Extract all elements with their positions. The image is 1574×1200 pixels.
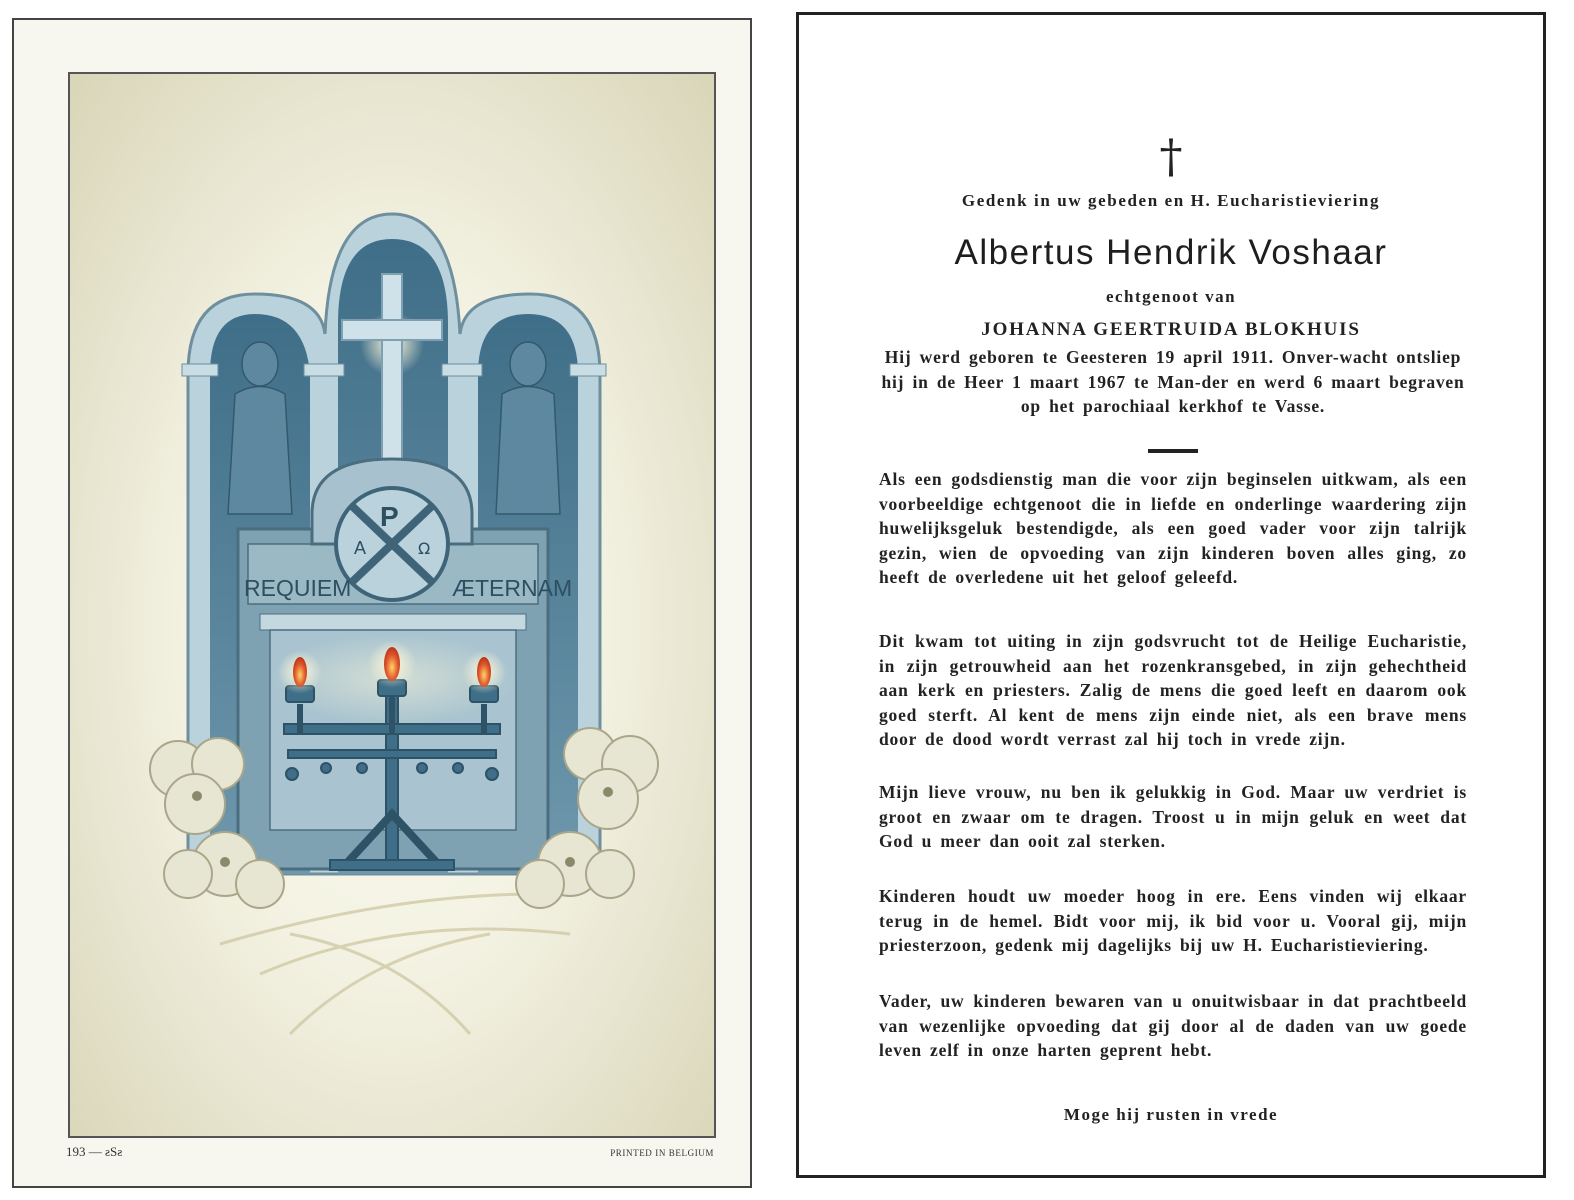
altar-inscription-right: ÆTERNAM	[452, 575, 573, 601]
artwork-frame	[68, 72, 716, 1138]
paragraph-wife: Mijn lieve vrouw, nu ben ik gelukkig in God. Maar uw verdriet is groot en zwaar om te dragen. Troost u in mijn geluk en weet dat God u meer dan ooit zal sterken.	[879, 782, 1467, 852]
omega-letter: Ω	[418, 539, 431, 558]
memorial-text-card	[796, 12, 1546, 1178]
chi-rho-letter: P	[380, 501, 399, 532]
intro-line: Gedenk in uw gebeden en H. Eucharistieviering	[961, 191, 1381, 210]
paragraph-devotion: Dit kwam tot uiting in zijn godsvrucht tot de Heilige Eucharistie, in zijn getrouwheid aan het rozenkransgebed, in zijn gehechtheid aan kerk en priesters. Zalig de mens die goed leeft en daarom ook goed sterft. Al kent de mens zijn einde niet, als een brave mens door de dood wordt verrast zal hij toch in vrede zijn.	[879, 631, 1467, 750]
deceased-name: Albertus Hendrik Voshaar	[954, 233, 1388, 272]
paragraph-father: Vader, uw kinderen bewaren van u onuitwisbaar in dat prachtbeeld van wezenlijke opvoeding dat gij door al de daden van uw goede leven zelf in onze harten geprent hebt.	[879, 991, 1467, 1061]
spouse-of-label: echtgenoot van	[1105, 287, 1237, 306]
altar-illustration	[70, 74, 714, 1136]
closing-line: Moge hij rusten in vrede	[1063, 1105, 1279, 1124]
altar-inscription-left: REQUIEM	[244, 575, 352, 601]
printed-in-note: PRINTED IN BELGIUM	[610, 1148, 714, 1158]
spouse-name: JOHANNA GEERTRUIDA BLOKHUIS	[981, 319, 1361, 340]
paragraph-faith: Als een godsdienstig man die voor zijn beginselen uitkwam, als een voorbeeldige echtgenoot die in liefde en onderlinge waardering zijn huwelijksgeluk bestendigde, als een goed vader voor zijn talrijk gezin, wien de opvoeding van zijn kinderen boven alles ging, zo heeft de overledene uit het geloof geleefd.	[879, 469, 1467, 588]
alpha-letter: A	[354, 538, 367, 558]
print-number: 193 — ƨSƨ	[66, 1144, 123, 1159]
cross-icon: †	[1159, 129, 1183, 183]
wheat-ornament	[220, 894, 570, 1034]
paragraph-children: Kinderen houdt uw moeder hoog in ere. Eens vinden wij elkaar terug in de hemel. Bidt voor mij, ik bid voor u. Vooral gij, mijn priesterzoon, gedenk mij dagelijks bij uw H. Eucharistieviering.	[879, 886, 1467, 956]
divider	[1148, 449, 1198, 453]
holy-card-front	[12, 18, 752, 1188]
biography: Hij werd geboren te Geesteren 19 april 1911. Onver-wacht ontsliep hij in de Heer 1 maart 1967 te Man-der en werd 6 maart begraven op het parochiaal kerkhof te Vasse.	[881, 347, 1465, 417]
